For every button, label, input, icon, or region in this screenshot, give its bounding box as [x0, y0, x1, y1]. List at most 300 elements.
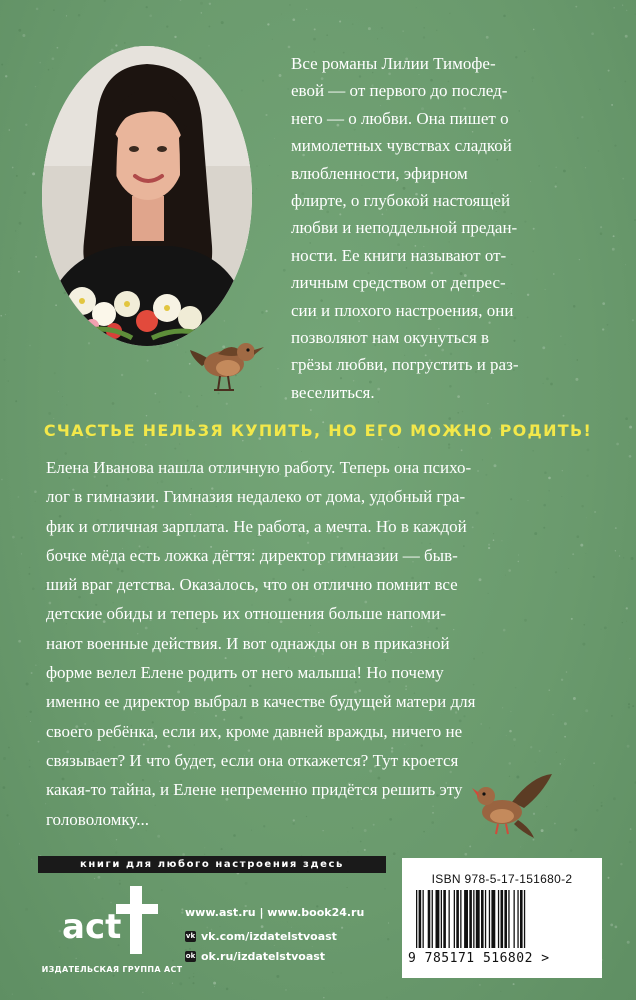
speckle-dot [256, 188, 257, 189]
speckle-dot [57, 47, 59, 49]
speckle-dot [29, 567, 30, 568]
speckle-dot [416, 7, 417, 8]
speckle-dot [619, 555, 620, 556]
speckle-dot [12, 167, 14, 169]
speckle-dot [35, 86, 36, 87]
speckle-dot [274, 945, 275, 946]
speckle-dot [29, 760, 30, 761]
speckle-dot [267, 23, 269, 25]
speckle-dot [177, 344, 178, 345]
barcode-bar [441, 890, 442, 948]
bird-illustration-icon [188, 332, 268, 394]
speckle-dot [615, 926, 618, 929]
description-line: лог в гимназии. Гимназия недалеко от дома, удобный гра- [46, 487, 466, 507]
speckle-dot [386, 997, 388, 999]
speckle-dot [174, 448, 176, 450]
speckle-dot [157, 835, 160, 838]
speckle-dot [288, 88, 289, 89]
speckle-dot [277, 175, 278, 176]
speckle-dot [368, 27, 371, 30]
speckle-dot [272, 39, 273, 40]
speckle-dot [598, 150, 599, 151]
speckle-dot [31, 859, 32, 860]
speckle-dot [269, 165, 270, 166]
description-line: форме велел Елене родить от него малыша! Но почему [46, 663, 444, 683]
barcode-bar [489, 890, 490, 948]
speckle-dot [448, 417, 451, 420]
speckle-dot [274, 138, 275, 139]
speckle-dot [403, 31, 404, 32]
speckle-dot [629, 658, 630, 659]
bio-line: влюбленности, эфирном [291, 163, 468, 183]
speckle-dot [629, 841, 632, 844]
speckle-dot [35, 256, 37, 258]
speckle-dot [31, 672, 33, 674]
speckle-dot [626, 621, 627, 622]
bio-line: позволяют нам окунуться в [291, 328, 490, 348]
speckle-dot [469, 845, 471, 847]
speckle-dot [29, 345, 31, 347]
speckle-dot [591, 32, 594, 35]
speckle-dot [622, 5, 623, 6]
speckle-dot [226, 403, 228, 405]
speckle-dot [26, 716, 27, 717]
speckle-dot [9, 129, 11, 131]
speckle-dot [221, 21, 224, 24]
speckle-dot [188, 977, 190, 979]
speckle-dot [200, 2, 203, 5]
speckle-dot [201, 12, 202, 13]
barcode-bar [443, 890, 446, 948]
speckle-dot [52, 68, 53, 69]
speckle-dot [132, 441, 134, 443]
description-line: головоломку... [46, 809, 149, 829]
speckle-dot [448, 447, 450, 449]
speckle-dot [53, 418, 54, 419]
bio-line: Все романы Лилии Тимофе- [291, 54, 496, 73]
speckle-dot [352, 23, 354, 25]
speckle-dot [180, 0, 182, 1]
speckle-dot [245, 882, 248, 885]
barcode-digits: 9 785171 516802 > [408, 951, 550, 966]
speckle-dot [632, 319, 634, 321]
speckle-dot [486, 36, 489, 39]
speckle-dot [124, 42, 126, 44]
speckle-dot [346, 887, 347, 888]
speckle-dot [220, 926, 221, 927]
speckle-dot [201, 395, 202, 396]
speckle-dot [241, 90, 243, 92]
barcode-bar [514, 890, 515, 948]
bio-line: него — о любви. Она пишет о [291, 108, 509, 128]
speckle-dot [341, 973, 342, 974]
speckle-dot [58, 391, 59, 392]
speckle-dot [388, 922, 389, 923]
barcode-bar [460, 890, 461, 948]
speckle-dot [12, 536, 15, 539]
speckle-dot [323, 997, 325, 999]
speckle-dot [193, 973, 194, 974]
speckle-dot [146, 6, 148, 8]
speckle-dot [155, 393, 157, 395]
speckle-dot [94, 878, 95, 879]
speckle-dot [209, 3, 211, 5]
speckle-dot [360, 841, 362, 843]
speckle-dot [291, 927, 292, 928]
speckle-dot [66, 15, 67, 16]
speckle-dot [115, 44, 117, 46]
speckle-dot [204, 854, 205, 855]
barcode-bar [469, 890, 472, 948]
speckle-dot [209, 45, 210, 46]
speckle-dot [104, 0, 106, 2]
speckle-dot [288, 46, 291, 49]
speckle-dot [159, 346, 162, 349]
speckle-dot [289, 4, 291, 6]
speckle-dot [8, 381, 9, 382]
speckle-dot [615, 527, 617, 529]
barcode-bar [432, 890, 433, 948]
speckle-dot [48, 412, 51, 415]
speckle-dot [206, 927, 208, 929]
speckle-dot [78, 14, 81, 17]
speckle-dot [513, 983, 515, 985]
speckle-dot [626, 10, 627, 11]
speckle-dot [62, 396, 63, 397]
speckle-dot [292, 18, 295, 21]
speckle-dot [41, 988, 42, 989]
speckle-dot [631, 557, 634, 560]
speckle-dot [626, 607, 628, 609]
speckle-dot [261, 925, 264, 928]
speckle-dot [563, 415, 565, 417]
description-line: детские обиды и теперь их отношения больше напоми- [46, 604, 446, 624]
speckle-dot [326, 34, 328, 36]
speckle-dot [172, 983, 173, 984]
speckle-dot [147, 360, 149, 362]
speckle-dot [25, 124, 27, 126]
speckle-dot [181, 911, 183, 913]
speckle-dot [281, 14, 282, 15]
speckle-dot [423, 27, 425, 29]
speckle-dot [503, 15, 506, 18]
speckle-dot [587, 449, 590, 452]
speckle-dot [12, 994, 13, 995]
barcode-bar [436, 890, 440, 948]
speckle-dot [5, 314, 6, 315]
social-link-vk[interactable] [185, 930, 337, 943]
speckle-dot [25, 908, 28, 911]
speckle-dot [48, 69, 50, 71]
speckle-dot [479, 984, 481, 986]
speckle-dot [262, 80, 264, 82]
speckle-dot [26, 683, 29, 686]
speckle-dot [52, 57, 55, 60]
bio-line: веселиться. [291, 382, 375, 402]
speckle-dot [285, 397, 288, 400]
speckle-dot [575, 6, 577, 8]
speckle-dot [596, 809, 599, 812]
speckle-dot [158, 401, 160, 403]
speckle-dot [601, 629, 602, 630]
publisher-label: ИЗДАТЕЛЬСКАЯ ГРУППА АСТ [41, 965, 183, 974]
series-banner: книги для любого настроения здесь [38, 856, 386, 873]
speckle-dot [610, 923, 613, 926]
speckle-dot [29, 711, 31, 713]
speckle-dot [185, 351, 186, 352]
speckle-dot [265, 114, 267, 116]
speckle-dot [181, 908, 183, 910]
speckle-dot [18, 29, 21, 32]
barcode-panel [402, 858, 602, 978]
speckle-dot [600, 226, 602, 228]
speckle-dot [276, 975, 279, 978]
speckle-dot [97, 876, 100, 879]
speckle-dot [179, 443, 180, 444]
speckle-dot [423, 36, 425, 38]
speckle-dot [287, 922, 288, 923]
author-portrait [42, 46, 252, 346]
speckle-dot [624, 81, 626, 83]
bio-line: сии и плохого настроения, они [291, 300, 514, 320]
speckle-dot [16, 175, 18, 177]
speckle-dot [233, 834, 236, 837]
bio-line: личным средством от депрес- [291, 273, 506, 293]
speckle-dot [312, 946, 313, 947]
speckle-dot [533, 29, 535, 31]
description-line: связывает? И что будет, если она откажется? Тут кроется [46, 750, 459, 770]
speckle-dot [32, 587, 35, 590]
barcode-bar [508, 890, 509, 948]
speckle-dot [601, 802, 603, 804]
speckle-dot [436, 30, 437, 31]
barcode-bar [419, 890, 422, 948]
social-link-ok[interactable] [185, 950, 325, 963]
speckle-dot [632, 705, 634, 707]
speckle-dot [15, 400, 17, 402]
speckle-dot [3, 786, 6, 789]
isbn-number: ISBN 978-5-17-151680-2 [431, 872, 573, 886]
speckle-dot [145, 444, 146, 445]
speckle-dot [464, 853, 467, 856]
speckle-dot [314, 28, 316, 30]
barcode-bar [416, 890, 417, 948]
speckle-dot [622, 622, 623, 623]
speckle-dot [607, 324, 609, 326]
speckle-dot [193, 976, 195, 978]
author-photo [42, 46, 252, 346]
bio-line: флирте, о глубокой настоящей [291, 191, 511, 211]
description-line: бочке мёда есть ложка дёгтя: директор гимназии — быв- [46, 545, 458, 565]
barcode-bar [464, 890, 468, 948]
speckle-dot [5, 75, 7, 77]
speckle-dot [36, 8, 39, 11]
speckle-dot [611, 104, 613, 106]
description-line: ший враг детства. Оказалось, что он отлично помнит все [46, 575, 458, 595]
speckle-dot [166, 25, 168, 27]
speckle-dot [387, 938, 389, 940]
speckle-dot [627, 745, 630, 748]
speckle-dot [332, 972, 333, 973]
description-line: Елена Иванова нашла отличную работу. Теперь она психо- [46, 458, 472, 477]
speckle-dot [204, 847, 205, 848]
speckle-dot [462, 411, 463, 412]
speckle-dot [635, 14, 636, 15]
speckle-dot [54, 372, 56, 374]
barcode-bar [485, 890, 486, 948]
logo-text: act [62, 907, 122, 947]
speckle-dot [613, 7, 615, 9]
speckle-dot [19, 222, 22, 225]
speckle-dot [10, 257, 11, 258]
speckle-dot [310, 409, 312, 411]
speckle-dot [599, 89, 601, 91]
speckle-dot [629, 455, 632, 458]
speckle-dot [18, 496, 20, 498]
speckle-dot [28, 573, 30, 575]
speckle-dot [628, 703, 630, 705]
barcode-bar [428, 890, 431, 948]
speckle-dot [261, 311, 264, 314]
speckle-dot [341, 927, 343, 929]
speckle-dot [142, 992, 143, 993]
speckle-dot [384, 888, 385, 889]
barcode-bar [498, 890, 499, 948]
speckle-dot [364, 849, 366, 851]
speckle-dot [337, 935, 338, 936]
speckle-dot [449, 13, 450, 14]
speckle-dot [602, 302, 605, 305]
speckle-dot [66, 404, 67, 405]
speckle-dot [21, 537, 23, 539]
barcode-bar [454, 890, 455, 948]
barcode-bar [476, 890, 480, 948]
speckle-dot [226, 988, 229, 991]
speckle-dot [174, 36, 176, 38]
description-line: нают военные действия. И вот однажды он в приказной [46, 633, 450, 653]
bio-line: любви и неподдельной предан- [291, 218, 518, 238]
speckle-dot [21, 553, 22, 554]
speckle-dot [196, 405, 198, 407]
speckle-dot [35, 501, 36, 502]
speckle-dot [613, 797, 616, 800]
speckle-dot [179, 982, 182, 985]
speckle-dot [224, 320, 225, 321]
bio-line: ности. Ее книги называют от- [291, 245, 507, 265]
speckle-dot [285, 989, 286, 990]
speckle-dot [520, 846, 521, 847]
speckle-dot [393, 852, 396, 855]
speckle-dot [381, 27, 383, 29]
speckle-dot [30, 721, 31, 722]
speckle-dot [38, 741, 40, 743]
speckle-dot [55, 304, 57, 306]
speckle-dot [306, 9, 307, 10]
speckle-dot [623, 557, 624, 558]
speckle-dot [172, 960, 174, 962]
speckle-dot [283, 269, 286, 272]
barcode-bar [504, 890, 507, 948]
speckle-dot [8, 747, 10, 749]
speckle-dot [199, 57, 201, 59]
flying-bird-icon [472, 772, 556, 842]
speckle-dot [3, 757, 6, 760]
speckle-dot [601, 805, 603, 807]
bio-line: евой — от первого до послед- [291, 81, 508, 101]
speckle-dot [616, 443, 619, 446]
description-line: именно ее директор выбрал в качестве будущей матери для [46, 692, 476, 712]
speckle-dot [604, 627, 607, 630]
speckle-dot [15, 230, 16, 231]
tagline: СЧАСТЬЕ НЕЛЬЗЯ КУПИТЬ, НО ЕГО МОЖНО РОДИТЬ! [43, 421, 593, 440]
speckle-dot [613, 235, 615, 237]
speckle-dot [602, 959, 603, 960]
barcode-bar [423, 890, 424, 948]
social-link-text: vk.com/izdatelstvoast [201, 930, 337, 943]
barcode-bar [481, 890, 484, 948]
speckle-dot [627, 941, 630, 944]
barcode-bar [491, 890, 495, 948]
speckle-dot [221, 848, 223, 850]
speckle-dot [265, 310, 267, 312]
speckle-dot [6, 814, 8, 816]
speckle-dot [1, 479, 3, 481]
speckle-dot [622, 178, 624, 180]
speckle-dot [213, 982, 216, 985]
speckle-dot [39, 62, 41, 64]
speckle-dot [115, 851, 117, 853]
speckle-dot [532, 450, 534, 452]
speckle-dot [398, 447, 399, 448]
author-bio [291, 50, 591, 406]
vk-icon: vk [185, 932, 196, 940]
speckle-dot [570, 849, 572, 851]
bio-line: грёзы любви, погрустить и раз- [291, 355, 519, 375]
speckle-dot [339, 20, 341, 22]
speckle-dot [149, 14, 152, 17]
speckle-dot [188, 395, 190, 397]
speckle-dot [209, 26, 211, 28]
speckle-dot [461, 449, 463, 451]
speckle-dot [630, 828, 632, 830]
speckle-dot [277, 368, 278, 369]
speckle-dot [29, 766, 31, 768]
speckle-dot [3, 359, 5, 361]
ok-icon: ok [185, 952, 196, 960]
speckle-dot [612, 248, 615, 251]
barcode-bar [501, 890, 504, 948]
barcode-bars [416, 890, 588, 950]
website-links[interactable]: www.ast.ru | www.book24.ru [185, 906, 365, 919]
speckle-dot [347, 851, 348, 852]
barcode-bar [456, 890, 459, 948]
social-link-text: ok.ru/izdatelstvoast [201, 950, 326, 963]
speckle-dot [1, 64, 3, 66]
speckle-dot [112, 402, 115, 405]
speckle-dot [32, 172, 35, 175]
speckle-dot [161, 889, 163, 891]
barcode-bar [449, 890, 450, 948]
description-line: фик и отличная зарплата. Не работа, а мечта. Но в каждой [46, 516, 467, 536]
speckle-dot [53, 9, 55, 11]
speckle-dot [448, 443, 450, 445]
speckle-dot [625, 417, 628, 420]
speckle-dot [246, 249, 247, 250]
bio-line: мимолетных чувствах сладкой [291, 136, 512, 156]
speckle-dot [301, 451, 302, 452]
speckle-dot [279, 74, 282, 77]
speckle-dot [457, 412, 459, 414]
